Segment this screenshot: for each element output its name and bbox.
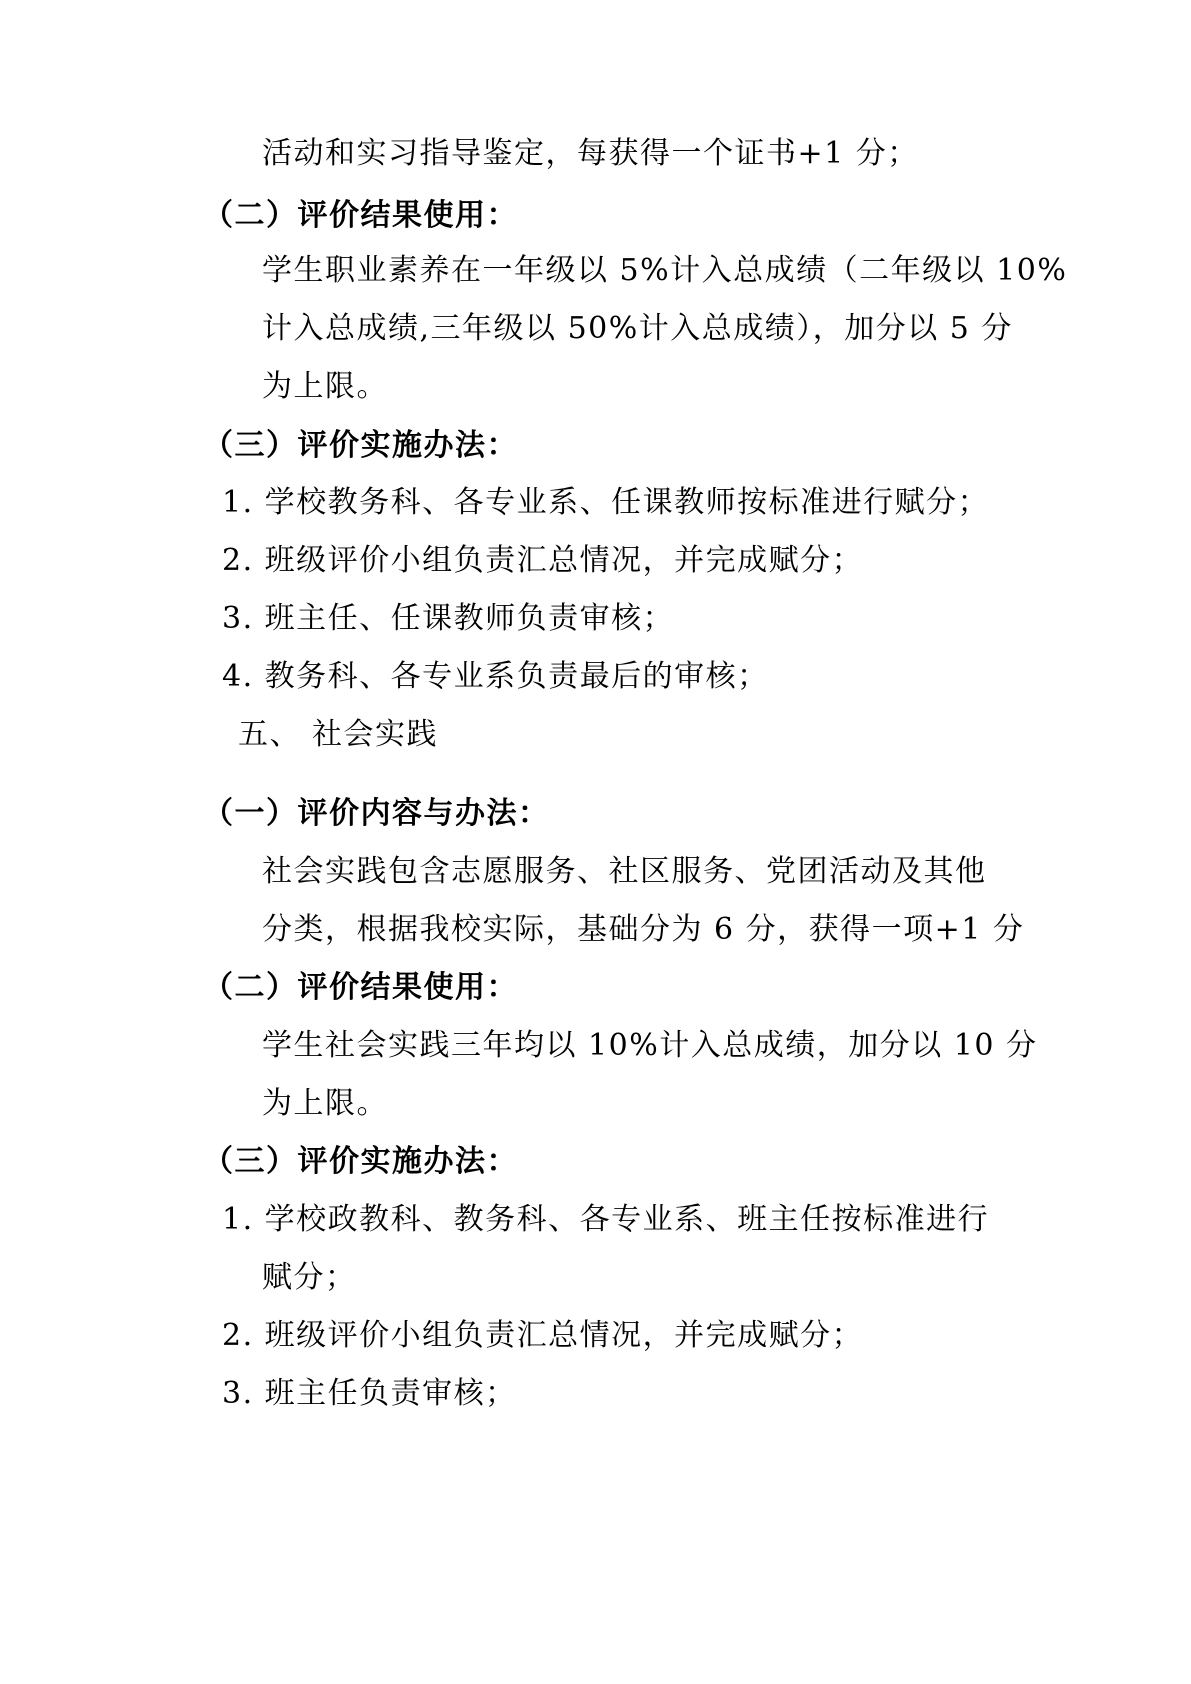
implementation-heading: （三）评价实施办法： xyxy=(203,428,518,463)
section-title: 五、 社会实践 xyxy=(238,717,439,752)
result-usage-text: 为上限。 xyxy=(262,1086,388,1121)
list-item: 1. 学校教务科、各专业系、任课教师按标准进行赋分； xyxy=(222,485,990,520)
result-usage-heading: （二）评价结果使用： xyxy=(203,970,518,1005)
content-method-text: 分类，根据我校实际，基础分为 6 分，获得一项+1 分 xyxy=(262,912,1025,947)
content-method-heading: （一）评价内容与办法： xyxy=(203,796,550,831)
result-usage-text: 计入总成绩,三年级以 50%计入总成绩），加分以 5 分 xyxy=(262,311,1013,346)
list-item-continuation: 赋分； xyxy=(262,1260,357,1295)
list-item: 1. 学校政教科、教务科、各专业系、班主任按标准进行 xyxy=(222,1202,990,1237)
result-usage-text: 学生社会实践三年均以 10%计入总成绩，加分以 10 分 xyxy=(262,1028,1038,1063)
implementation-heading: （三）评价实施办法： xyxy=(203,1144,518,1179)
list-item: 3. 班主任负责审核； xyxy=(222,1376,517,1411)
result-usage-heading: （二）评价结果使用： xyxy=(203,198,518,233)
content-method-text: 社会实践包含志愿服务、社区服务、党团活动及其他 xyxy=(262,854,987,889)
result-usage-text: 学生职业素养在一年级以 5%计入总成绩（二年级以 10% xyxy=(262,253,1068,288)
result-usage-text: 为上限。 xyxy=(262,369,388,404)
list-item: 2. 班级评价小组负责汇总情况，并完成赋分； xyxy=(222,1318,864,1353)
list-item: 3. 班主任、任课教师负责审核； xyxy=(222,601,675,636)
list-item: 4. 教务科、各专业系负责最后的审核； xyxy=(222,659,769,694)
list-item: 2. 班级评价小组负责汇总情况，并完成赋分； xyxy=(222,543,864,578)
continuation-text: 活动和实习指导鉴定，每获得一个证书+1 分； xyxy=(262,136,919,171)
